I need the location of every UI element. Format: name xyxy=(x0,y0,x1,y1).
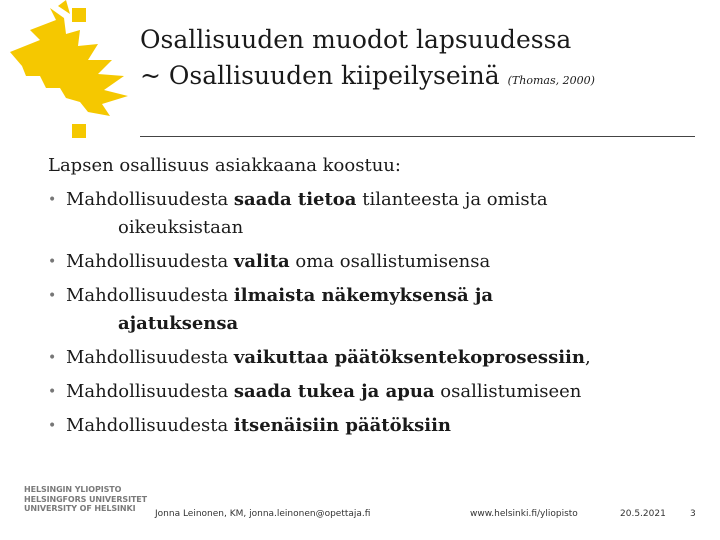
university-flame-logo xyxy=(0,0,135,150)
bullet-item: • Mahdollisuudesta vaikuttaa päätöksentekoprosessiin, xyxy=(48,344,698,372)
bullet-item: • Mahdollisuudesta valita oma osallistumisensa xyxy=(48,248,698,276)
university-wordmark: HELSINGIN YLIOPISTO HELSINGFORS UNIVERSITET UNIVERSITY OF HELSINKI xyxy=(24,485,148,513)
bullet-dot: • xyxy=(48,192,57,208)
intro-text: Lapsen osallisuus asiakkaana koostuu: xyxy=(48,155,401,176)
title-subtitle: ~ Osallisuuden kiipeilyseinä xyxy=(140,61,500,90)
bullet-dot: • xyxy=(48,418,57,434)
footer-date: 20.5.2021 xyxy=(620,509,666,519)
bullet-item: • Mahdollisuudesta saada tukea ja apua osallistumiseen xyxy=(48,378,698,406)
bullet-dot: • xyxy=(48,288,57,304)
title-divider xyxy=(140,136,695,137)
footer-website: www.helsinki.fi/yliopisto xyxy=(470,509,578,519)
title-line-2 xyxy=(140,58,710,99)
bullet-dot: • xyxy=(48,350,57,366)
page-number: 3 xyxy=(690,509,696,519)
footer-author: Jonna Leinonen, KM, jonna.leinonen@opettaja.fi xyxy=(155,509,371,519)
slide-title xyxy=(140,22,710,99)
bullet-dot: • xyxy=(48,254,57,270)
bullet-item: • Mahdollisuudesta itsenäisiin päätöksiin xyxy=(48,412,698,440)
bullet-item: • Mahdollisuudesta saada tietoa tilanteesta ja omista oikeuksistaan xyxy=(48,186,698,242)
title-citation: (Thomas, 2000) xyxy=(507,74,595,87)
bullet-dot: • xyxy=(48,384,57,400)
title-line-1: Osallisuuden muodot lapsuudessa xyxy=(140,25,572,54)
slide-body xyxy=(48,152,698,446)
bullet-item: • Mahdollisuudesta ilmaista näkemyksensä ja ajatuksensa xyxy=(48,282,698,338)
